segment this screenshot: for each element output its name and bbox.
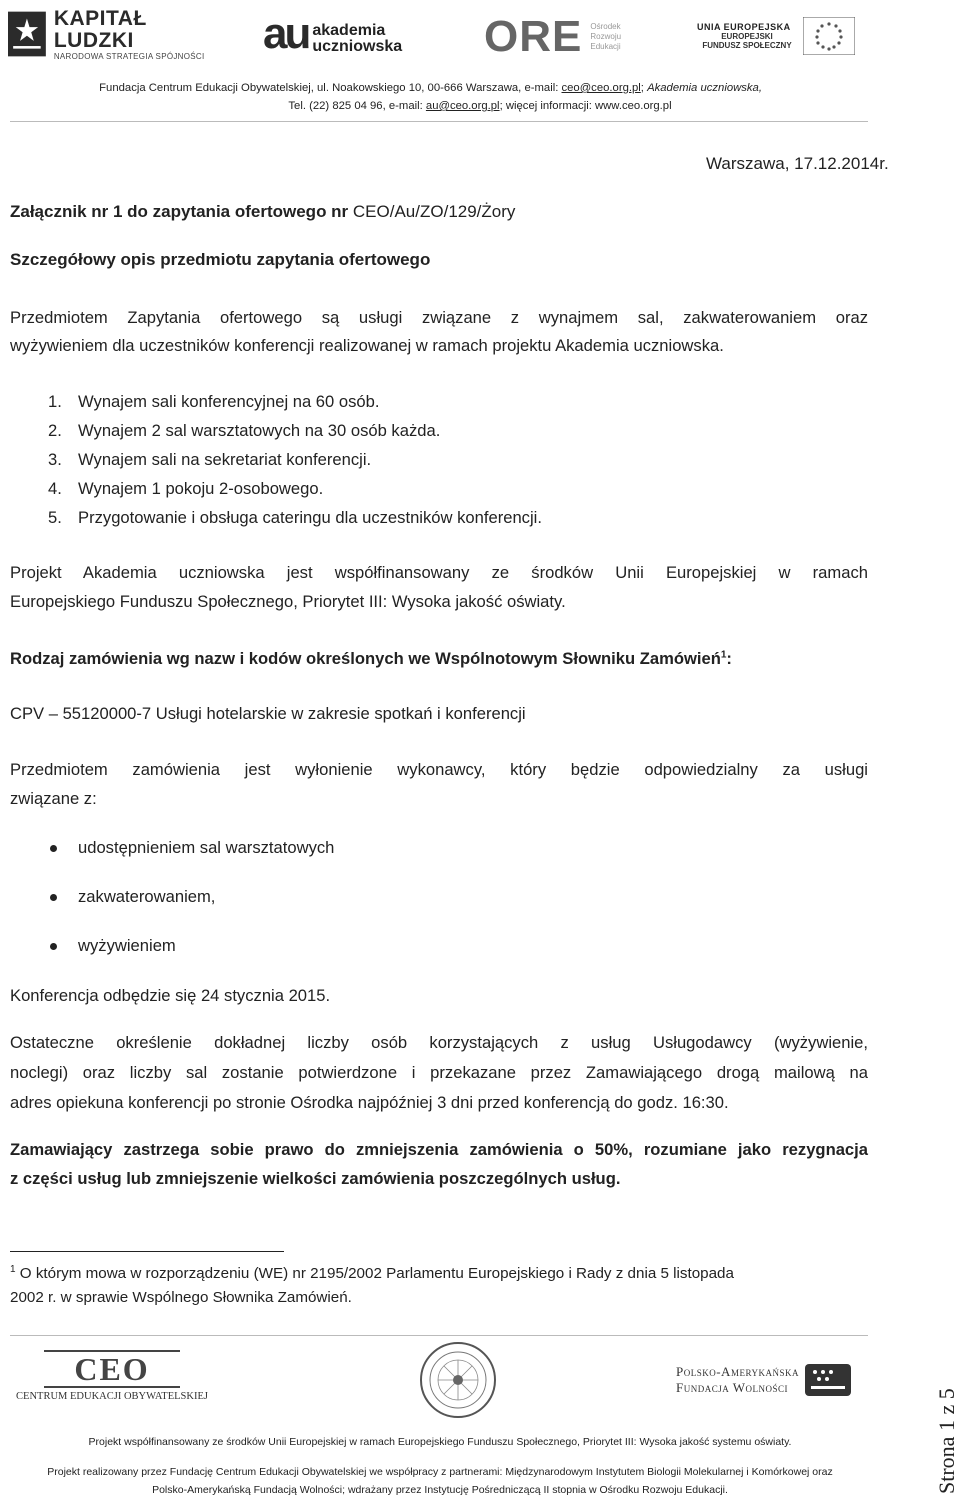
footer-line1: Projekt współfinansowany ze środków Unii Europejskiej w ramach Europejskiego Funduszu Społecznego, Priorytet III: Wysoka jakość systemu oświaty.	[88, 1436, 792, 1448]
embl-seal-icon	[418, 1340, 498, 1420]
header-address-line2	[0, 100, 960, 112]
ue-line3: FUNDUSZ SPOŁECZNY	[702, 41, 792, 50]
kapital-ludzki-emblem-icon	[8, 8, 46, 60]
document-subtitle: Szczegółowy opis przedmiotu zapytania ofertowego	[10, 250, 431, 269]
final-line2: noclegi) oraz liczby sal zostanie potwierdzone i przekazane przez Zamawiającego drogą mailową na	[10, 1063, 868, 1082]
pafw-emblem-icon	[803, 1362, 853, 1398]
kapital-ludzki-subtitle: NARODOWA STRATEGIA SPÓJNOŚCI	[53, 51, 205, 61]
bullet-dot	[50, 894, 57, 901]
item-text: Wynajem 2 sal warsztatowych na 30 osób każda.	[78, 421, 441, 440]
list-item	[48, 445, 748, 474]
footnote-line1	[10, 1262, 868, 1286]
ore-line1: Ośrodek	[590, 22, 621, 31]
more-info-text: ; więcej informacji: www.ceo.org.pl	[499, 100, 672, 112]
akademia-uczniowska-logo	[263, 8, 403, 60]
item-number: 4.	[48, 479, 62, 498]
address-text: Fundacja Centrum Edukacji Obywatelskiej, ul. Noakowskiego 10, 00-666 Warszawa, e-mail:	[99, 82, 562, 94]
footer-line3: Polsko-Amerykańską Fundacją Wolności; wdrażany przez Instytucję Pośredniczącą II stopnia w Ośrodku Rozwoju Edukacji.	[152, 1484, 728, 1496]
final-line3: adres opiekuna konferencji po stronie Ośrodka najpóźniej 3 dni przed konferencją do godz. 16:30.	[10, 1093, 729, 1112]
item-text: Wynajem sali na sekretariat konferencji.	[78, 450, 372, 469]
bullet-item	[50, 882, 215, 912]
pafw-line2: Fundacja Wolności	[676, 1380, 789, 1395]
header-address-line1	[99, 82, 762, 94]
bullet-item	[50, 833, 334, 863]
footer-line2: Projekt realizowany przez Fundację Centrum Edukacji Obywatelskiej we współpracy z partnerami: Międzynarodowym Instytutem Biologii Molekularnej i Komórkowej oraz	[47, 1466, 833, 1478]
document-date: Warszawa, 17.12.2014r.	[706, 154, 889, 173]
footer-divider	[10, 1335, 868, 1336]
item-text: Wynajem 1 pokoju 2-osobowego.	[78, 479, 324, 498]
au-line2: uczniowska	[312, 38, 403, 55]
eu-flag-icon	[803, 17, 855, 55]
subject-line1: Przedmiotem zamówienia jest wyłonienie wykonawcy, który będzie odpowiedzialny za usługi	[10, 760, 868, 779]
intro-line2: wyżywieniem dla uczestników konferencji realizowanej w ramach projektu Akademia uczniowska.	[10, 336, 724, 355]
ore-line2: Rozwoju	[590, 32, 622, 41]
bullet-item	[50, 931, 176, 961]
au-line1: akademia	[312, 22, 386, 39]
header-divider	[10, 121, 868, 122]
ceo-email-link[interactable]: ceo@ceo.org.pl	[561, 82, 641, 94]
footnote-line2: 2002 r. w sprawie Wspólnego Słownika Zamówień.	[10, 1289, 352, 1306]
ore-mark: ORE	[484, 12, 583, 61]
footnote-divider	[10, 1251, 284, 1252]
ceo-logo	[12, 1350, 212, 1402]
ue-line2: EUROPEJSKI	[721, 32, 773, 41]
cpv-heading-text: Rodzaj zamówienia wg nazw i kodów określonych we Wspólnotowym Słowniku Zamówień	[10, 649, 721, 668]
attachment-number: CEO/Au/ZO/129/Żory	[352, 202, 516, 221]
item-number: 2.	[48, 421, 62, 440]
cpv-heading-colon: :	[726, 649, 732, 668]
item-number: 3.	[48, 450, 62, 469]
final-line1: Ostateczne określenie dokładnej liczby osób korzystających z usług Usługodawcy (wyżywienie,	[10, 1033, 868, 1052]
bullet-text: wyżywieniem	[78, 936, 176, 955]
bullet-dot	[50, 943, 57, 950]
pafw-line1: Polsko-Amerykańska	[676, 1364, 799, 1379]
list-item	[48, 416, 748, 445]
footnote-text: O którym mowa w rozporządzeniu (WE) nr 2195/2002 Parlamentu Europejskiego i Rady z dnia 5 listopada	[15, 1265, 734, 1282]
cpv-heading	[10, 644, 868, 674]
footnote	[10, 1262, 868, 1310]
unia-europejska-logo	[697, 12, 862, 60]
project-line2: Europejskiego Funduszu Społecznego, Priorytet III: Wysoka jakość oświaty.	[10, 592, 566, 611]
reserve-line2: z części usług lub zmniejszenie wielkości zamówienia poszczególnych usług.	[10, 1169, 621, 1188]
pafw-logo	[676, 1360, 868, 1400]
ore-line3: Edukacji	[590, 42, 621, 51]
services-list	[48, 387, 748, 532]
kapital-ludzki-title: KAPITAŁ LUDZKI	[53, 6, 147, 52]
conference-date: Konferencja odbędzie się 24 stycznia 2015.	[10, 986, 331, 1005]
subject-line2: związane z:	[10, 789, 97, 808]
list-item	[48, 503, 748, 532]
bullet-text: udostępnieniem sal warsztatowych	[78, 838, 335, 857]
item-number: 5.	[48, 508, 62, 527]
footnote-ref: 1	[720, 649, 727, 661]
reserve-line1: Zamawiający zastrzega sobie prawo do zmniejszenia zamówienia o 50%, rozumiane jako rezygnacja	[10, 1140, 868, 1159]
ue-line1: UNIA EUROPEJSKA	[697, 22, 791, 32]
kapital-ludzki-logo	[8, 6, 208, 62]
au-email-link[interactable]: au@ceo.org.pl	[425, 100, 500, 112]
ceo-mark: CEO	[44, 1350, 179, 1388]
address-comma: ,	[758, 82, 762, 94]
attachment-title	[10, 202, 515, 222]
au-mark: au	[263, 9, 309, 58]
attachment-label: Załącznik nr 1 do zapytania ofertowego nr	[10, 202, 353, 221]
bullet-dot	[50, 845, 57, 852]
project-line1: Projekt Akademia uczniowska jest współfinansowany ze środków Unii Europejskiej w ramach	[10, 563, 868, 582]
item-number: 1.	[48, 392, 62, 411]
item-text: Wynajem sali konferencyjnej na 60 osób.	[78, 392, 380, 411]
ore-logo	[484, 12, 644, 62]
page-number: Strona 1 z 5	[934, 1388, 959, 1494]
footnote-number: 1	[10, 1263, 16, 1275]
bullet-text: zakwaterowaniem,	[78, 887, 216, 906]
list-item	[48, 387, 748, 416]
list-item	[48, 474, 748, 503]
item-text: Przygotowanie i obsługa cateringu dla uczestników konferencji.	[78, 508, 542, 527]
ceo-name: CENTRUM EDUKACJI OBYWATELSKIEJ	[16, 1391, 208, 1402]
intro-line1: Przedmiotem Zapytania ofertowego są usługi związane z wynajmem sal, zakwaterowaniem oraz	[10, 308, 868, 327]
cpv-code: CPV – 55120000-7 Usługi hotelarskie w zakresie spotkań i konferencji	[10, 704, 526, 723]
akademia-name: Akademia uczniowska	[647, 82, 759, 94]
phone-text: Tel. (22) 825 04 96, e-mail:	[288, 100, 426, 112]
address-separator: ;	[640, 82, 648, 94]
